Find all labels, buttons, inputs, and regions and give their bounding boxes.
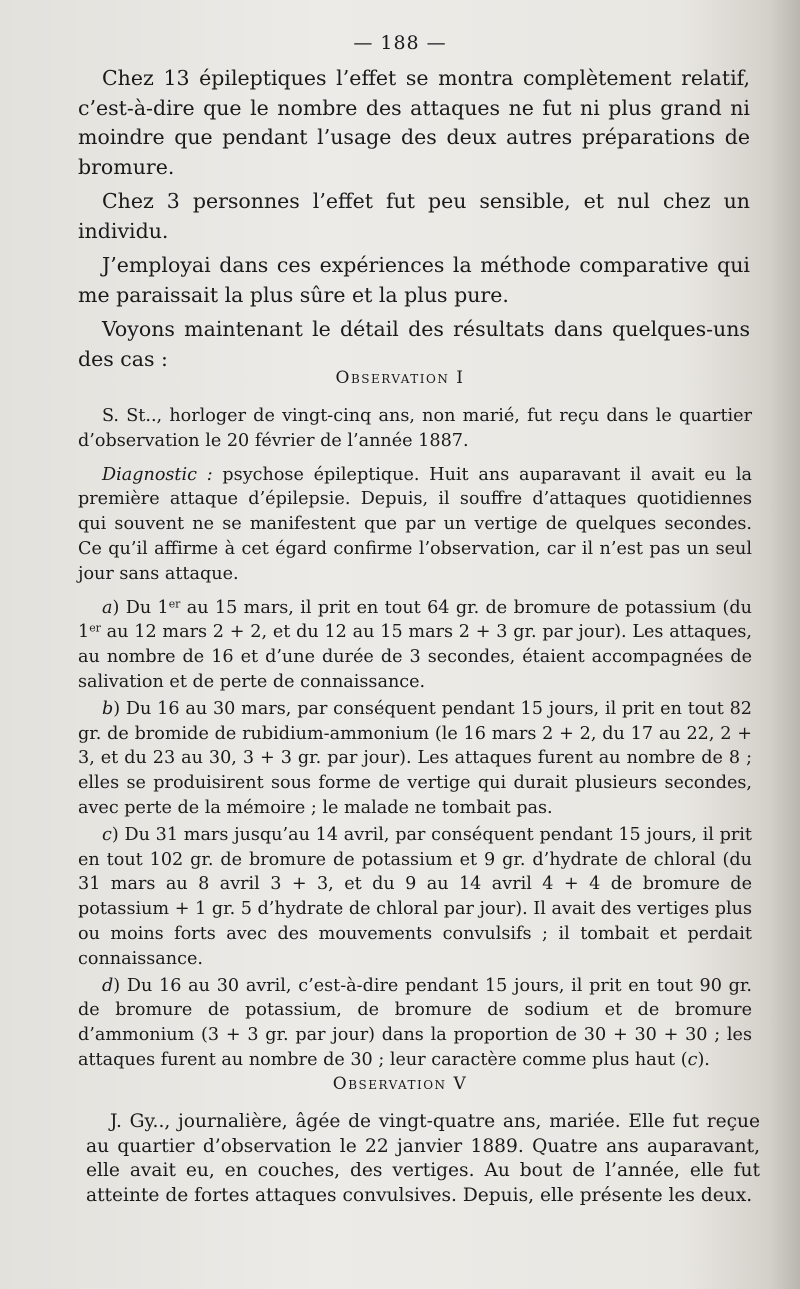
page-number: — 188 — — [353, 32, 447, 54]
diagnostic-label: Diagnostic : — [102, 464, 213, 485]
item-b — [78, 697, 752, 821]
paragraph: Chez 3 personnes l’effet fut peu sensible, et nul chez un individu. — [78, 189, 750, 243]
item-text: ) Du 31 mars jusqu’au 14 avril, par conséquent pendant 15 jours, il prit en tout 102 gr. de bromure de potassium et 9 gr. d’hydrate de chloral (du 31 mars au 8 avril 3 + 3, et du 9 au 14 avril 4 + 4 de bromure de potassium + 1 gr. 5 d’hydrate de chloral par jour). Il avait des vertiges plus ou moins forts avec des mouvements convulsifs ; il tombait et perdait connaissance. — [78, 824, 752, 969]
item-label: a — [102, 597, 113, 618]
diagnostic-paragraph — [78, 463, 752, 587]
observation-1-body — [78, 404, 752, 1073]
observation-heading: Observation I — [335, 368, 465, 388]
item-text: ) Du 16 au 30 avril, c’est-à-dire pendant 15 jours, il prit en tout 90 gr. de bromure de potassium, de bromure de sodium et de bromure d’ammonium (3 + 3 gr. par jour) dans la proportion de 30 + 30 + 30 ; les attaques furent au nombre de 30 ; leur caractère comme plus haut ( — [78, 975, 752, 1070]
observation-1-heading-wrap — [0, 368, 800, 388]
item-label: d — [102, 975, 114, 996]
diagnostic-text: psychose épileptique. Huit ans auparavant il avait eu la première attaque d’épilepsie. Depuis, il souffre d’attaques quotidiennes qui souvent ne se manifestent que par un vertige de quelques secondes. Ce qu’il affirme à cet égard confirme l’observation, car il n’est pas un seul jour sans attaque. — [78, 464, 752, 584]
item-text: au 12 mars 2 + 2, et du 12 au 15 mars 2 + 3 gr. par jour). Les attaques, au nombre de 16 et d’une durée de 3 secondes, étaient accompagnées de salivation et de perte de connaissance. — [78, 622, 752, 692]
item-text: ) Du 1 — [112, 597, 169, 618]
observation-5-body — [86, 1110, 760, 1208]
item-text: ) Du 16 au 30 mars, par conséquent pendant 15 jours, il prit en tout 82 gr. de bromide de rubidium-ammonium (le 16 mars 2 + 2, du 17 au 22, 2 + 3, et du 23 au 30, 3 + 3 gr. par jour). Les attaques furent au nombre de 8 ; elles se produisirent sous forme de vertige qui durait plusieurs secondes, avec perte de la mémoire ; le malade ne tombait pas. — [78, 698, 752, 818]
item-label: c — [102, 824, 112, 845]
paragraph: Chez 13 épileptiques l’effet se montra complètement relatif, c’est-à-dire que le nombre des attaques ne fut ni plus grand ni moindre que pendant l’usage des deux autres préparations de bromure. — [78, 66, 750, 179]
observation-heading: Observation V — [332, 1074, 468, 1094]
item-reference: c — [687, 1049, 698, 1070]
observation-intro: S. St.., horloger de vingt-cinq ans, non marié, fut reçu dans le quartier d’observation le 20 février de l’année 1887. — [78, 406, 752, 451]
ordinal-suffix: er — [89, 621, 101, 635]
paragraph: J’employai dans ces expériences la méthode comparative qui me paraissait la plus sûre et la plus pure. — [78, 253, 750, 307]
ordinal-suffix: er — [168, 597, 181, 611]
item-c — [78, 823, 752, 972]
item-text: ). — [697, 1049, 710, 1070]
paragraph: Voyons maintenant le détail des résultats dans quelques-uns des cas : — [78, 317, 750, 371]
item-text: au 15 mars, il prit en tout 64 gr. de bromure de potassium (du 1 — [78, 597, 752, 643]
item-label: b — [102, 698, 114, 719]
observation-5-heading-wrap — [0, 1074, 800, 1094]
upper-text-block — [78, 64, 750, 374]
observation-intro: J. Gy.., journalière, âgée de vingt-quatre ans, mariée. Elle fut reçue au quartier d’observation le 22 janvier 1889. Quatre ans auparavant, elle avait eu, en couches, des vertiges. Au bout de l’année, elle fut atteinte de fortes attaques convulsives. Depuis, elle présente les deux. — [86, 1111, 760, 1206]
item-a — [78, 596, 752, 695]
item-d — [78, 974, 752, 1073]
